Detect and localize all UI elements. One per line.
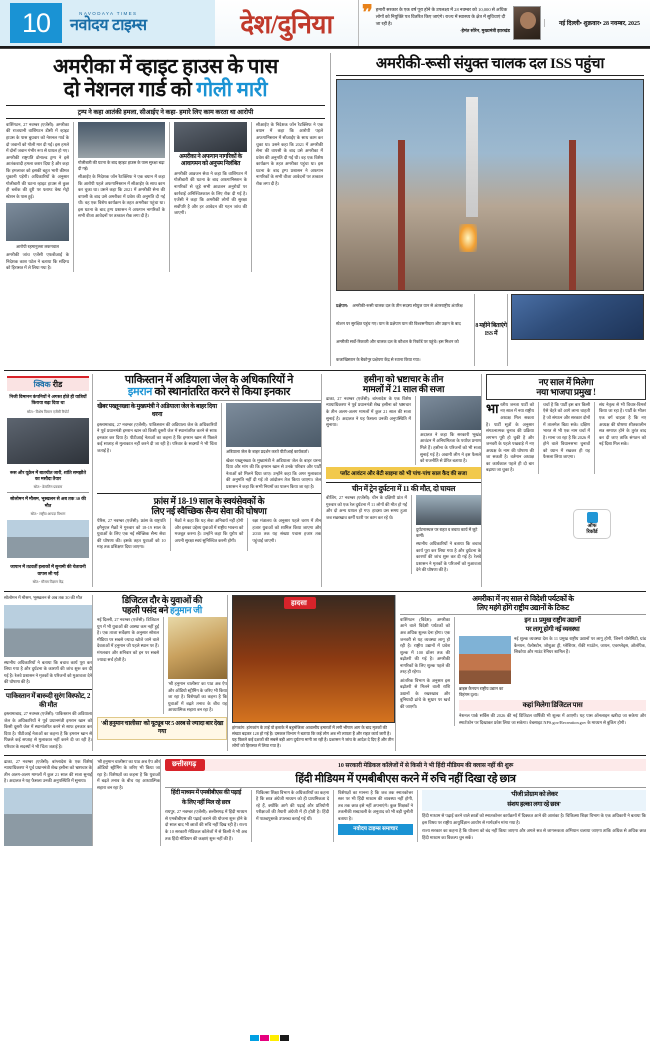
chhattisgarh-right-head-1: 'पीजी प्रोग्राम को लेकर: [422, 790, 646, 801]
france-col-2: [170, 518, 244, 551]
dateline: नई दिल्ली• शुक्रवार• 28 नवम्बर, 2025: [544, 19, 650, 27]
imran-divider: [97, 400, 321, 401]
imran-headline-line2: [97, 386, 321, 398]
chhattisgarh-headline: हिंदी मीडियम में एमबीबीएस करने में रुचि नहीं दिखा रहे छात्र: [295, 772, 516, 785]
lead-story-left: [0, 53, 330, 366]
bjp-headline-line1: नए साल में मिलेगा: [538, 376, 594, 387]
hasina-headline-line2: मामलों में 21 साल की सजा: [362, 383, 445, 394]
navodaya-badge: नवोदय टाइम्स समाचार: [338, 824, 413, 835]
france-col2-text: मैक्रों ने कहा कि यह सेवा अनिवार्य नहीं होगी और इसका उद्देश्य युवाओं में राष्ट्रीय भावना को मजबूत करना है। उन्होंने कहा कि यूरोप को अपनी सुरक्षा स्वयं सुनिश्चित करनी होगी।: [174, 518, 244, 543]
masthead-quote-area: [358, 0, 650, 46]
canyon-photo-caption: ब्राइस कैनयन राष्ट्रीय उद्यान का विहंगम दृश्य।: [459, 686, 504, 698]
france-story: [97, 496, 321, 551]
page-title: देश/दुनिया: [240, 10, 333, 39]
quick-read-item[interactable]: [7, 561, 89, 585]
lead-col1-text: वाशिंगटन, 27 नवम्बर (एजेंसी): अमरीका की राजधानी वाशिंगटन डीसी में व्हाइट हाउस के पास बुधवार को नेशनल गार्ड के दो जवानों को गोली मार दी गई। इस हमले में दोनों जवान गंभीर रूप से घायल हो गए। अमरीकी राष्ट्रपति डोनाल्ड ट्रम्प ने इसे आतंकवादी हमला करार दिया है और कहा कि हमलावर को इसकी बहुत भारी कीमत चुकानी पड़ेगी। अधिकारियों के अनुसार गोलीबारी की घटना व्हाइट हाउस से कुछ ही ब्लॉक की दूरी पर फराग्ट वेस्ट मेट्रो स्टेशन के पास हुई।: [6, 121, 69, 199]
hanuman-headline-line2: [97, 605, 227, 615]
lead-story-right: [330, 53, 650, 366]
bottom-band: [0, 756, 650, 846]
imran-box-head: खैबर पख्तूनख्वा के मुख्यमंत्री ने अडियाला जेल के बाहर दिया धरना: [97, 403, 217, 419]
france-col3-text: रक्षा मंत्रालय के अनुसार पहले चरण में तीन हजार युवाओं को शामिल किया जाएगा और 2030 तक यह संख्या पचास हजार तक पहुंचाई जाएगी।: [252, 518, 322, 543]
lead-headline-line1: अमरीका में व्हाइट हाउस के पास: [53, 56, 278, 78]
hanuman-photo: [168, 617, 227, 679]
quote-box: [359, 4, 544, 42]
imran-col1-text: इस्लामाबाद, 27 नवम्बर (एजेंसी): पाकिस्तान की अडियाला जेल के अधिकारियों ने पूर्व प्रधानमंत्री इमरान खान को किसी दूसरी जेल में स्थानांतरित करने से साफ इनकार कर दिया है। पीटीआई नेताओं का कहना है कि इमरान खान से पिछले कई सप्ताह से मुलाकात नहीं करने दी जा रही है। परिवार के सदस्यों ने भी चिंता जताई है।: [97, 421, 217, 453]
china-col2-text: स्थानीय अधिकारियों ने बताया कि बचाव कार्य पूरा कर लिया गया है और दुर्घटना के कारणों की जांच शुरू कर दी गई है। रेलवे प्रशासन ने मृतकों के परिजनों को मुआवजा देने की घोषणा की है।: [416, 541, 481, 573]
chhattisgarh-col3-text: विशेषज्ञों का मानना है कि जब तक स्नातकोत्तर स्तर पर भी हिंदी माध्यम की व्यवस्था नहीं होगी, तब तक छात्र इसे नहीं अपनाएंगे। कुछ शिक्षकों ने तकनीकी शब्दावली के अनुवाद को भी बड़ी चुनौती बताया है।: [338, 789, 413, 821]
china-col-1: [326, 495, 407, 574]
bottom-second-text: 'श्री हनुमान चालीसा' का पाठ अब ऐप और ऑडियो स्ट्रीमिंग के जरिए भी किया जा रहा है। विशेषज्ञों का कहना है कि युवाओं में बढ़ते तनाव के बीच यह आध्यात्मिक सहारा बन रहा है।: [97, 758, 161, 790]
imran-story: [97, 374, 321, 490]
lead-col-3: [169, 122, 247, 272]
lower-left-column: [4, 595, 92, 750]
divider-hasina-china: [326, 482, 481, 483]
bjp-col2-text: चर्चा है कि पार्टी इस बार किसी ऐसे चेहरे को आगे लाना चाहती है जो संगठन और सरकार दोनों में तालमेल बिठा सके। दक्षिण भारत से भी एक नाम चर्चा में है। माना जा रहा है कि 2026 में होने वाले विधानसभा चुनावों को ध्यान में रखकर ही यह फैसला लिया जाएगा।: [543, 401, 590, 460]
lower-left-text-2: स्थानीय अधिकारियों ने बताया कि बचाव कार्य पूरा कर लिया गया है और दुर्घटना के कारणों की जांच शुरू कर दी गई है। रेलवे प्रशासन ने मृतकों के परिजनों को मुआवजा देने की घोषणा की है।: [4, 659, 92, 685]
off-record-label-2: रिकॉर्ड: [586, 529, 598, 535]
hanuman-col-2: [163, 617, 227, 714]
france-headline-line2: लिए नई स्वैच्छिक सैन्य सेवा की घोषणा: [151, 506, 267, 517]
iss-caption-block: [336, 294, 471, 366]
hanuman-headline-part-a: पहली पसंद बने: [122, 605, 170, 616]
hasina-photo: [420, 396, 481, 430]
chhattisgarh-strip: 10 सरकारी मेडिकल कॉलेजों में से किसी ने भी हिंदी मीडियम की क्लास नहीं की शुरू: [205, 759, 646, 771]
lead-subhead: ट्रम्प ने कहा आतंकी हमला, सीआईए ने कहा- हमारे लिए काम करता था आरोपी: [6, 105, 325, 119]
france-col1-text: पेरिस, 27 नवम्बर (एजेंसी): फ्रांस के राष्ट्रपति इमैनुएल मैक्रों ने गुरुवार को 18-19 साल के युवाओं के लिए एक नई स्वैच्छिक सैन्य सेवा की घोषणा की। इसके तहत युवाओं को 10 माह तक प्रशिक्षण दिया जाएगा।: [97, 518, 166, 550]
imran-col2-text: खैबर पख्तूनख्वा के मुख्यमंत्री ने अडियाला जेल के बाहर धरना दिया और मांग की कि इमरान खान से उनके परिवार और पार्टी नेताओं को मिलने दिया जाए। उन्होंने कहा कि अगर मुलाकात की अनुमति नहीं दी गई तो आंदोलन तेज किया जाएगा। जेल प्रशासन ने कहा कि सभी नियमों का पालन किया जा रहा है।: [226, 457, 321, 489]
chhattisgarh-col1-text: रायपुर, 27 नवम्बर (एजेंसी): छत्तीसगढ़ में हिंदी माध्यम से एमबीबीएस की पढ़ाई कराने की योजना शुरू होने के दो साल बाद भी छात्रों की रुचि नहीं दिख रही है। राज्य के 10 सरकारी मेडिकल कॉलेजों में से किसी ने भी अब तक हिंदी मीडियम की कक्षाएं शुरू नहीं की हैं।: [165, 809, 247, 841]
usparks-subhead-line2: पर लागू होगी नई व्यवस्था: [525, 625, 580, 633]
iss-duration-badge: 8 महीने बिताएंगे ISS में: [474, 294, 508, 366]
hanuman-headline-highlight: हनुमान जी: [169, 605, 202, 616]
bjp-column: [481, 374, 646, 587]
china-train-photo: [416, 495, 481, 525]
divider-imran-france: [97, 493, 321, 494]
off-record-badge: [574, 510, 610, 538]
cmyk-magenta: [260, 1035, 269, 1041]
hanuman-col-1: [97, 617, 159, 714]
france-headline-line1: फ्रांस में 18-19 साल के स्वयंसेवकों के: [153, 496, 265, 507]
lead-headline-highlight: गोली मारी: [196, 78, 268, 101]
hasina-col-2: [415, 396, 481, 465]
usparks-headline-line2: लिए महंगे होंगे राष्ट्रीय उद्यानों के टिकट: [477, 602, 569, 612]
accident-story: [227, 595, 395, 750]
scene-photo-caption: गोलीबारी की घटना के बाद व्हाइट हाउस के पास सुरक्षा बढ़ा दी गई।: [78, 159, 165, 171]
bjp-col-3: [594, 402, 646, 474]
quote-body: हमारी सरकार के एक वर्ष पूरा होने के उपलक्ष्य में 28 नवम्बर को 10,000 से अधिक लोगों को नियुक्ति पत्र वितरित किए जाएंगे। राज्य में स्वास्थ्य के क्षेत्र में सुविधाएं दी जा रही है।: [375, 7, 508, 27]
china-col-2: [411, 495, 481, 574]
rocket-launch-photo: [336, 79, 644, 291]
hasina-col1-text: ढाका, 27 नवम्बर (एजेंसी): बांग्लादेश के एक विशेष न्यायाधिकरण ने पूर्व प्रधानमंत्री शेख हसीना को भ्रष्टाचार के तीन अलग-अलग मामलों में कुल 21 साल की सजा सुनाई है। अदालत ने यह फैसला उनकी अनुपस्थिति में सुनाया।: [326, 395, 411, 428]
hanuman-col2-text: 'श्री हनुमान चालीसा' का पाठ अब ऐप और ऑडियो स्ट्रीमिंग के जरिए भी किया जा रहा है। विशेषज्ञों का कहना है कि युवाओं में बढ़ते तनाव के बीच यह आध्यात्मिक सहारा बन रहा है।: [168, 681, 227, 713]
quote-mark-icon: ❞: [362, 2, 373, 24]
canyon-photo: [459, 636, 511, 684]
cmyk-cyan: [250, 1035, 259, 1041]
quick-read-item-text: सोलोमन में मौसम, भूस्खलन से अब तक 30 की मौत: [10, 496, 86, 508]
chhattisgarh-right-head-2: संशय हल्का लगा रहे छात्र': [422, 801, 646, 811]
chhattisgarh-tagbar: [165, 759, 646, 771]
quick-read-photo-1: [7, 418, 89, 464]
middle-center-column: [92, 374, 321, 587]
lower-left-photo: [4, 605, 92, 657]
off-record-label-1: ऑफ: [587, 524, 597, 530]
usparks-headline-line1: अमरीका में नए साल से विदेशी पर्यटकों के: [472, 594, 574, 604]
bjp-col-1: [486, 402, 534, 474]
chhattisgarh-sub-1: हिंदी माध्यम में एमबीबीएस की पढ़ाई: [170, 789, 242, 796]
france-col-1: [97, 518, 166, 551]
lead-col-2: [73, 122, 165, 272]
usparks-divider: [400, 614, 646, 615]
brand-superline: NAVODAYA TIMES: [79, 11, 138, 17]
hasina-headline-line1: हसीना को भ्रष्टाचार के तीन: [363, 373, 444, 384]
bjp-col-2: [538, 402, 590, 474]
usparks-digital-head: कहां मिलेगा डिजिटल पास: [459, 700, 646, 711]
usparks-col-2: [454, 617, 646, 726]
hanuman-story: [92, 595, 227, 750]
quick-read-title-b: रीड: [52, 379, 63, 389]
quick-read-item-source: स्रोत:- क्रेमलिन प्रवक्ता: [33, 485, 63, 490]
chhattisgarh-divider: [165, 787, 646, 788]
lead-col2-text: सीआईए के निदेशक जॉन रैटक्लिफ ने एक बयान में कहा कि आरोपी पहले अफगानिस्तान में सीआईए के साथ काम कर चुका था। उसने कहा कि 2021 में अमरीकी सेना की वापसी के बाद उसे अमरीका में प्रवेश की अनुमति दी गई थी। वह एक विशेष कार्यक्रम के तहत अमरीका पहुंचा था। इस घटना के बाद ट्रम्प प्रशासन ने अफगान नागरिकों के सभी वीजा आवेदनों पर तत्काल रोक लगा दी है।: [78, 174, 165, 219]
bjp-headline-line2: नया भाजपा प्रमुख !: [536, 386, 596, 397]
cmyk-black: [280, 1035, 289, 1041]
bjp-headline-box: [486, 374, 646, 400]
accused-photo: [6, 203, 69, 241]
lead-col-1: [6, 122, 69, 272]
china-photo-caption: दुर्घटनास्थल पर राहत व बचाव कार्य में जुटे कर्मी।: [416, 527, 478, 539]
imran-headline-line1: पाकिस्तान में अडियाला जेल के अधिकारियों ने: [124, 373, 294, 386]
chhattisgarh-col-1: [165, 790, 247, 842]
lead-col1b-text: अमरीकी जांच एजेंसी एफबीआई के निदेशक काश पटेल ने बताया कि संदिग्ध को हिरासत में ले लिया गया है।: [6, 252, 69, 271]
hasina-col2-text: अदालत ने कहा कि सरकारी भूखंड आवंटन में अनियमितता के पर्याप्त प्रमाण मिले हैं। हसीना के परिजनों को भी सजा सुनाई गई है। अवामी लीग ने इस फैसले को राजनीति से प्रेरित बताया है।: [420, 431, 481, 464]
lead-col-4: [251, 122, 323, 272]
lead-col4-text: सीआईए के निदेशक जॉन रैटक्लिफ ने एक बयान में कहा कि आरोपी पहले अफगानिस्तान में सीआईए के साथ काम कर चुका था। उसने कहा कि 2021 में अमरीकी सेना की वापसी के बाद उसे अमरीका में प्रवेश की अनुमति दी गई थी। वह एक विशेष कार्यक्रम के तहत अमरीका पहुंचा था। इस घटना के बाद ट्रम्प प्रशासन ने अफगान नागरिकों के सभी वीजा आवेदनों पर तत्काल रोक लगा दी है।: [256, 121, 323, 186]
chhattisgarh-col2-text: चिकित्सा शिक्षा विभाग के अधिकारियों का कहना है कि छात्र अंग्रेजी माध्यम को ही प्राथमिकता दे रहे हैं, क्योंकि आगे की पढ़ाई और प्रतियोगी परीक्षाओं की तैयारी अंग्रेजी में ही होती है। हिंदी में पाठ्यपुस्तकें उपलब्ध कराई गई थीं।: [256, 789, 329, 821]
lead-sidebox-title: अमरीका ने अफगान नागरिकों के आवागमन को अनुपम निलंबित: [179, 153, 242, 168]
scene-photo: [78, 122, 165, 158]
lead-headline-line2: [6, 79, 325, 102]
chhattisgarh-tag: छत्तीसगढ़: [165, 759, 205, 771]
usparks-story: [395, 595, 646, 750]
imran-photo: [226, 403, 321, 447]
bjp-dropcap: भा: [486, 400, 499, 416]
usparks-sub-text: नई शुल्क व्यवस्था देश के 11 प्रमुख राष्ट्रीय उद्यानों पर लागू होगी, जिनमें योसेमिटी, ग्रांड कैनयन, येलोस्टोन, जोशुआ ट्री, ग्लेशियर, रॉकी माउंटेन, जायन, एवरग्लेड्स, ओलंपिक, सिकोया और माउंट रेनियर शामिल हैं।: [514, 636, 646, 655]
bottom-second-column: [92, 759, 160, 846]
middle-band: [0, 371, 650, 587]
page-number: 10: [10, 3, 62, 43]
hasina-badge: प्लॉट आवंटन और बेटी साइमा को भी पांच-पांच साल कैद की सजा: [326, 467, 481, 479]
usparks-photo-block: [459, 636, 511, 698]
accident-photo: [232, 595, 395, 723]
lower-left-text-1: सोलोमन में मौसम, भूस्खलन से अब तक 30 की मौत: [4, 595, 83, 601]
china-train-story: [326, 485, 481, 574]
section-title-area: [215, 0, 358, 46]
iss-caption-text: अमरीकी-रूसी चालक दल के तीन सदस्य सोयुज यान से अंतरराष्ट्रीय अंतरिक्ष स्टेशन पर सुरक्षित पहुंच गए। यान के प्रक्षेपण यान की विश्वसनीयता और उड़ान के बाद अमरीकी सर्वो-रिकवरी और चालक दल के कौशल के रिकॉर्ड पर पहुंचे। इस मिशन को कजाखिस्तान के बैकोनूर प्रक्षेपण केंद्र से रवाना किया गया।: [336, 302, 463, 362]
usparks-sub-text-block: [514, 636, 646, 698]
usparks-col1b-text: आंतरिक विभाग के अनुसार इस बढ़ोतरी से मिलने वाली राशि उद्यानों के रखरखाव और बुनियादी ढांचे के सुधार पर खर्च की जाएगी।: [400, 677, 450, 709]
quick-read-title: [7, 376, 89, 391]
quick-read-photo-2: [7, 520, 89, 558]
bottom-left-column: [4, 759, 92, 846]
quick-read-item-source: स्रोत:- विशेष विमान एजेंसी रिपोर्ट: [27, 409, 69, 414]
lead-sidebox-text: अमरीकी आव्रजन सेवा ने कहा कि वाशिंगटन में गोलीबारी की घटना के बाद अफगानिस्तान के नागरिकों से जुड़े सभी आव्रजन अनुरोधों पर कार्रवाई अनिश्चितकाल के लिए रोक दी गई है। एजेंसी ने कहा कि अमरीकी लोगों की सुरक्षा सर्वोपरि है और हर आवेदन की गहन जांच की जाएगी।: [174, 170, 247, 216]
bjp-col1-text: रतीय जनता पार्टी को नए साल में नया राष्ट्रीय अध्यक्ष मिल सकता है। पार्टी सूत्रों के अनुसार संगठनात्मक चुनाव की प्रक्रिया लगभग पूरी हो चुकी है और जनवरी के पहले पखवाड़े में नए अध्यक्ष के नाम की घोषणा की जा सकती है। वर्तमान अध्यक्ष का कार्यकाल पहले ही दो बार बढ़ाया जा चुका है।: [486, 401, 534, 473]
cmyk-registration-marks: [250, 1035, 289, 1041]
quick-read-item[interactable]: [7, 493, 89, 517]
imran-headline-highlight: इमरान: [127, 386, 153, 399]
chhattisgarh-sub-2: के लिए नहीं मिल रहे छात्र: [181, 799, 231, 806]
crew-photo: [511, 294, 644, 340]
china-headline: चीन में ट्रेन दुर्घटना में 11 की मौत, दो घायल: [351, 483, 456, 493]
chhattisgarh-col-3: [333, 790, 413, 842]
quick-read-sidebar: [4, 374, 92, 587]
imran-col-2: [221, 403, 321, 490]
masthead-divider: [0, 48, 650, 51]
quick-read-title-a: क्विक: [33, 379, 53, 389]
quick-read-item-text: जापान में तटवर्ती इलाकों में सुनामी की चेतावनी वापस ली गई: [10, 564, 86, 576]
chhattisgarh-col-4: [417, 790, 646, 842]
hanuman-headline-line1: डिजिटल दौर के युवाओं की: [122, 595, 202, 606]
bjp-col3-text: संघ नेतृत्व से भी विचार-विमर्श किया जा रहा है। पार्टी के भीतर एक वर्ग चाहता है कि नए अध्यक्ष की घोषणा शीतकालीन सत्र समाप्त होने के तुरंत बाद कर दी जाए ताकि संगठन को नई दिशा मिल सके।: [599, 401, 646, 447]
off-record-icon: [587, 512, 598, 523]
cmyk-yellow: [270, 1035, 279, 1041]
chhattisgarh-story: [160, 759, 646, 846]
china-col1-text: बीजिंग, 27 नवम्बर (एजेंसी): चीन के दक्षिणी प्रांत में गुरुवार को एक रेल दुर्घटना में 11 लोगों की मौत हो गई और दो अन्य घायल हो गए। हादसा उस समय हुआ जब रखरखाव कर्मी पटरी पर काम कर रहे थे।: [326, 495, 407, 520]
usparks-col1-text: वाशिंगटन (विदेश): अमरीका आने वाले विदेशी पर्यटकों को अब अधिक शुल्क देना होगा। एक जनवरी से यह व्यवस्था लागू हो रही है। राष्ट्रीय उद्यानों में प्रवेश शुल्क में 100 डॉलर तक की बढ़ोतरी की गई है। अमरीकी नागरिकों के लिए शुल्क पहले की तरह ही रहेगा।: [400, 616, 450, 675]
accident-tag: हादसा: [284, 597, 316, 609]
accused-photo-caption: आरोपी रहमानुल्ला लकनवाल: [16, 244, 59, 250]
imran-photo-caption: अडियाला जेल के बाहर प्रदर्शन करते पीटीआई कार्यकर्ता।: [226, 449, 309, 455]
brand-name: नवोदय टाइम्स: [70, 16, 147, 34]
quote-portrait: [513, 6, 541, 40]
hasina-china-column: [321, 374, 481, 587]
france-col-3: [247, 518, 321, 551]
quick-read-item[interactable]: [7, 391, 89, 415]
iss-caption-label: प्रक्षेपण:: [336, 302, 349, 308]
accident-caption: हांगकांग: हांगकांग के ताई पो इलाके में बहुमंजिला आवासीय इमारतों में लगी भीषण आग के बाद मृतकों की संख्या बढ़कर 128 हो गई है। दमकल विभाग ने बताया कि कई लोग अब भी लापता हैं और राहत कार्य जारी है। यह पिछले कई दशकों की सबसे बड़ी आग दुर्घटना मानी जा रही है। प्रशासन ने जांच के आदेश दे दिए हैं और तीन लोगों को हिरासत में लिया गया है।: [232, 725, 394, 749]
masthead-brand-area: [0, 0, 215, 46]
imran-col-1: [97, 403, 217, 490]
quote-text: [376, 6, 510, 40]
lead-row: [0, 53, 650, 366]
masthead: [0, 0, 650, 48]
chhattisgarh-right-text: हिंदी माध्यम से पढ़ाई करने वाले छात्रों को स्नातकोत्तर कार्यक्रमों में दिक्कत आने की आशंका है। चिकित्सा शिक्षा विभाग के एक अधिकारी ने बताया कि इस विषय पर राष्ट्रीय आयुर्विज्ञान आयोग से मार्गदर्शन मांगा गया है।: [422, 812, 646, 825]
quick-read-item-source: स्रोत:- राष्ट्रीय आपदा विभाग: [30, 512, 66, 517]
quick-read-item[interactable]: [7, 467, 89, 491]
hasina-story: [326, 374, 481, 479]
pakistan-mine-headline: पाकिस्तान में बारूदी सुरंग विस्फोट, 2 की मौत: [5, 691, 91, 709]
quick-read-item-text: निजी विमानन कंपनियों ने अगस्त होते ही यात्रियों किराया बढ़ा दिया था: [9, 393, 87, 406]
imran-headline-rest: को स्थानांतरित करने से किया इनकार: [152, 386, 291, 399]
iss-headline: अमरीकी-रूसी संयुक्त चालक दल ISS पहुंचा: [336, 56, 644, 76]
chhattisgarh-col-2: [251, 790, 329, 842]
lower-band: [0, 592, 650, 750]
lower-left-divider: [4, 689, 92, 690]
officials-photo: [174, 122, 247, 152]
hanuman-badge: 'श्री हनुमान चालीसा' को यूट्यूब पर 5 अरब से ज्यादा बार देखा गया: [97, 717, 227, 740]
quick-read-item-text: रूस और यूक्रेन में बातचीत जारी, शांति समझौते का मसौदा तैयार: [9, 469, 86, 482]
usparks-col-1: [400, 617, 450, 726]
lead-headline-part-a: दो नेशनल गार्ड को: [63, 78, 197, 101]
usparks-digital-text: नेशनल पार्क सर्विस की 2026 की नई डिजिटल वार्षिकी भी शुल्क में आएगी। यह पास ऑनलाइन खरीदा जा सकेगा और स्मार्टफोन पर दिखाकर प्रवेश लिया जा सकेगा। वेबसाइट NPS.gov/Recreation.gov के माध्यम से बुकिंग होगी।: [459, 713, 646, 725]
hanuman-col1-text: नई दिल्ली, 27 नवम्बर (एजेंसी): डिजिटल युग में भी युवाओं की आस्था कम नहीं हुई है। एक ताजा सर्वेक्षण के अनुसार सोशल मीडिया पर सबसे ज्यादा खोजे जाने वाले देवताओं में हनुमान जी पहले स्थान पर हैं। मंगलवार और शनिवार को इन पर सबसे ज्यादा सर्च होती है।: [97, 617, 159, 662]
quick-read-item-source: स्रोत:- मौसम विज्ञान केंद्र: [32, 580, 64, 585]
chhattisgarh-col4-text: राज्य सरकार का कहना है कि योजना को बंद नहीं किया जाएगा और अगले सत्र से जागरूकता अभियान चलाया जाएगा ताकि अधिक से अधिक छात्र हिंदी माध्यम का विकल्प चुन सकें।: [422, 828, 646, 840]
pakistan-mine-text: इस्लामाबाद, 27 नवम्बर (एजेंसी): पाकिस्तान की अडियाला जेल के अधिकारियों ने पूर्व प्रधानमंत्री इमरान खान को किसी दूसरी जेल में स्थानांतरित करने से साफ इनकार कर दिया है। पीटीआई नेताओं का कहना है कि इमरान खान से पिछले कई सप्ताह से मुलाकात नहीं करने दी जा रही है। परिवार के सदस्यों ने भी चिंता जताई है।: [4, 711, 92, 749]
bottom-left-photo: [4, 788, 92, 846]
brand-block: [70, 12, 147, 34]
hasina-col-1: [326, 396, 411, 465]
bottom-left-text: ढाका, 27 नवम्बर (एजेंसी): बांग्लादेश के एक विशेष न्यायाधिकरण ने पूर्व प्रधानमंत्री शेख हसीना को भ्रष्टाचार के तीन अलग-अलग मामलों में कुल 21 साल की सजा सुनाई है। अदालत ने यह फैसला उनकी अनुपस्थिति में सुनाया।: [4, 758, 92, 784]
quote-attribution: -हेमंत सोरेन, मुख्यमंत्री झारखंड: [460, 28, 510, 34]
usparks-subhead-line1: इन 11 प्रमुख राष्ट्रीय उद्यानों: [524, 616, 581, 624]
